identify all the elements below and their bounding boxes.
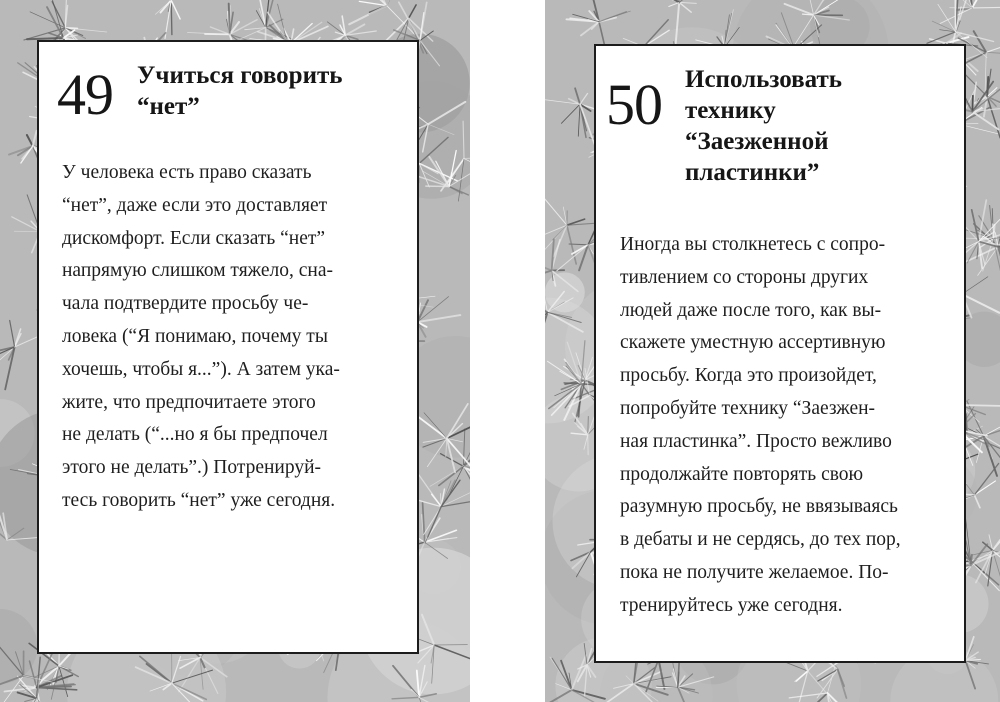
card-title [137,60,342,122]
body-line: не делать (“...но я бы предпочел [62,424,328,446]
card-number: 49 [57,62,113,127]
body-line: тивлением со стороны других [620,266,869,288]
card-title [685,64,842,188]
card-body-text [62,157,340,518]
body-line: скажете уместную ассертивную [620,332,886,354]
card-panel [37,40,419,654]
body-line: пока не получите желаемое. По- [620,561,889,583]
body-line: напрямую слишком тяжело, сна- [62,260,334,282]
body-line: дискомфорт. Если сказать “нет” [62,227,326,249]
title-line: Учиться говорить [137,62,343,89]
body-line: У человека есть право сказать [62,162,312,183]
title-line: пластинки” [685,159,820,186]
body-line: Иногда вы столкнетесь с сопро- [620,234,886,255]
body-line: попробуйте технику “Заезжен- [620,397,876,419]
body-line: ловека (“Я понимаю, почему ты [62,325,328,347]
card-49 [0,0,470,702]
body-line: “нет”, даже если это доставляет [62,194,328,216]
body-line: продолжайте повторять свою [620,463,864,485]
body-line: жите, что предпочитаете этого [62,391,316,413]
body-line: в дебаты и не сердясь, до тех пор, [620,529,901,551]
body-line: тесь говорить “нет” уже сегодня. [62,489,336,511]
title-line: технику [685,97,776,124]
title-line: Использовать [685,66,842,93]
body-line: этого не делать”.) Потренируй- [62,457,322,479]
body-line: разумную просьбу, не ввязываясь [620,496,898,518]
title-line: “Заезженной [685,128,829,155]
card-number: 50 [606,72,662,137]
body-line: тренируйтесь уже сегодня. [620,594,843,616]
card-panel [594,44,966,663]
body-line: ная пластинка”. Просто вежливо [620,430,892,452]
card-50 [545,0,1000,702]
body-line: просьбу. Когда это произойдет, [620,365,877,387]
body-line: хочешь, чтобы я...”). А затем ука- [62,358,340,380]
body-line: чала подтвердите просьбу че- [62,293,309,315]
card-body-text [620,229,901,623]
title-line: “нет” [137,93,200,120]
body-line: людей даже после того, как вы- [620,299,882,321]
